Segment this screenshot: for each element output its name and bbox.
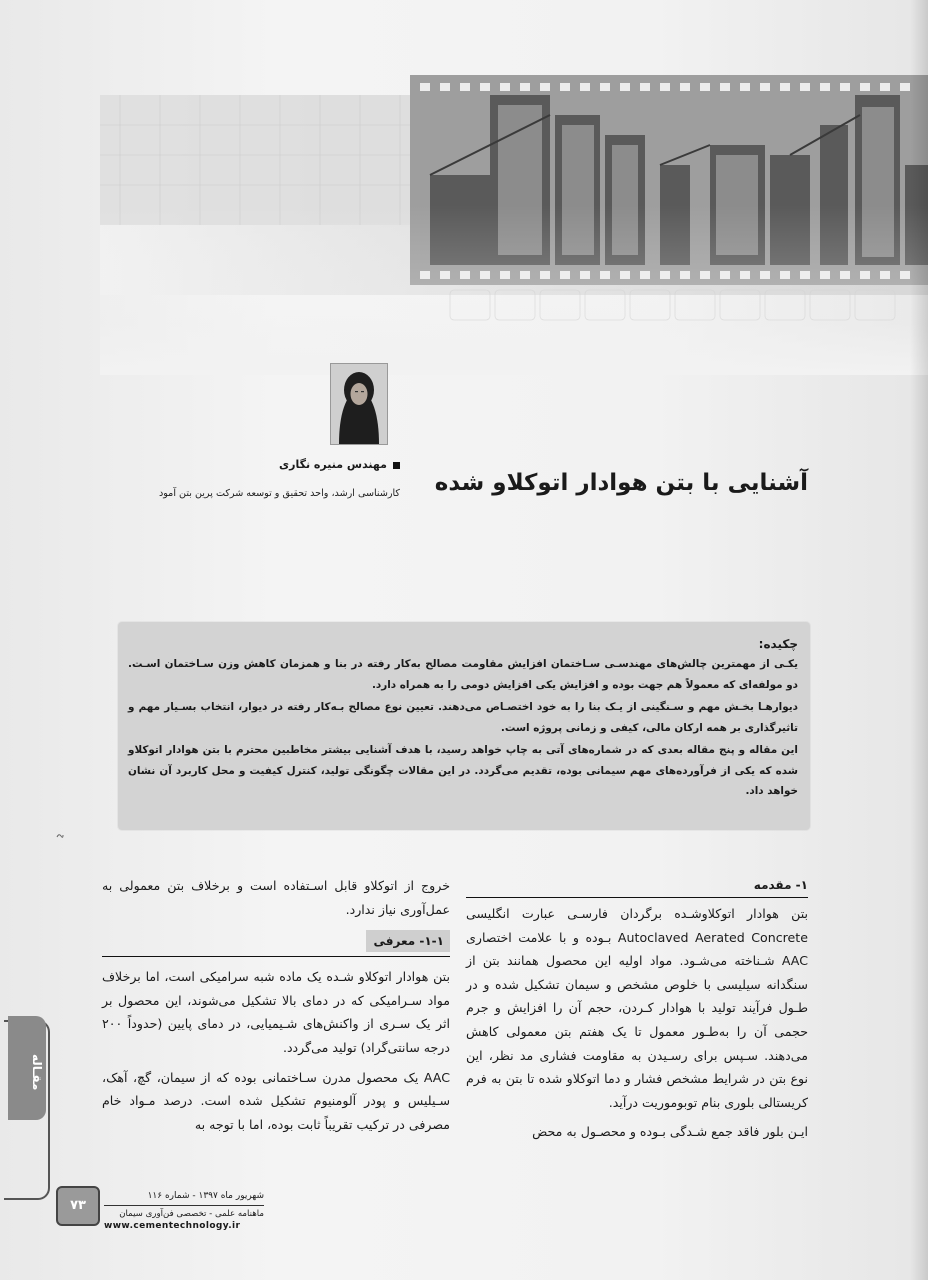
author-name: [230, 457, 400, 473]
bullet-square-icon: [393, 462, 400, 469]
author-affiliation: کارشناسی ارشد، واحد تحقیق و توسعه شرکت پرین بتن آمود: [158, 488, 400, 499]
subsection-title: ۱-۱- معرفی: [366, 930, 450, 952]
author-photo: [330, 363, 388, 445]
body-paragraph: بتن هوادار اتوکلاو شـده یک ماده شبه سرامیکی است، اما برخلاف مواد سـرامیکی که در دمای بالا تشکیل می‌شوند، این محصول بر اثر یک سـری از واکنش‌های شـیمیایی، در دمای پایین (حدوداً ۲۰۰ درجه سانتی‌گراد) تولید می‌گردد.: [102, 969, 450, 1055]
abstract-paragraph: دیوارهـا بخـش مهم و سـنگینی از یـک بنا را به خود اختصـاص می‌دهند. تعیین نوع مصالح بـه‌کار رفته در دیوار، انتخاب بسـیار مهم و تاثیرگذاری بر همه ارکان مالی، کیفی و زمانی پروژه است.: [128, 701, 798, 734]
footer-magazine: ماهنامه علمی - تخصصی فن‌آوری سیمان: [119, 1209, 264, 1219]
cement-plant-illustration: [100, 55, 928, 375]
page-number: ۷۳: [56, 1186, 100, 1226]
body-paragraph: خروج از اتوکلاو قابل اسـتفاده است و برخلاف بتن معمولی به عمل‌آوری نیاز ندارد.: [102, 878, 450, 917]
header-illustration: [100, 55, 928, 375]
footer-url[interactable]: www.cementechnology.ir: [104, 1221, 241, 1231]
footer-issue: شهریور ماه ۱۳۹۷ - شماره ۱۱۶: [147, 1191, 264, 1201]
body-paragraph: AAC یک محصول مدرن سـاختمانی بوده که از سیمان، گچ، آهک، سـیلیس و پودر آلومنیوم تشکیل شده است. درصد مـواد خام مصرفی در ترکیب تقریباً ثابت بوده، اما با توجه به: [102, 1069, 450, 1132]
subsection-header: [102, 929, 450, 957]
author-name-text: مهندس منیره نگاری: [279, 458, 387, 471]
right-column: [466, 874, 808, 1150]
body-paragraph: ایـن بلور فاقد جمع شـدگی بـوده و محصـول به محض: [532, 1124, 808, 1140]
author-portrait: [331, 364, 387, 444]
abstract-box: [118, 622, 810, 830]
author-info: [158, 457, 400, 499]
footer-divider: [104, 1205, 264, 1206]
abstract-paragraph: یکـی از مهمترین چالش‌های مهندسـی سـاختمان افزایش مقاومت مصالح به‌کار رفته در بنا و همزمان کاهش وزن سـاختمان اسـت. دو مولفه‌ای که معمولاً هم جهت بوده و افزایش یکی افزایش دومی را به همراه دارد.: [128, 658, 798, 691]
article-title: آشنایی با بتن هوادار اتوکلاو شده: [434, 470, 808, 496]
margin-mark: [56, 824, 64, 830]
footer: [104, 1190, 264, 1232]
abstract-paragraph: این مقاله و پنج مقاله بعدی که در شماره‌های آتی به چاپ خواهد رسید، با هدف آشنایی بیشتر مخاطبین محترم با بتن هوادار اتوکلاو شده که یکی از فرآورده‌های مهم سیمانی بوده، تقدیم می‌گردد. در این مقالات چگونگی تولید، کنترل کیفیت و محل کاربرد آن نشان خواهد داد.: [128, 744, 798, 797]
section-title-introduction: ۱- مقدمه: [466, 874, 808, 898]
binding-shadow: [910, 0, 928, 1280]
abstract-heading: چکیده:: [758, 637, 798, 651]
body-paragraph: بتن هوادار اتوکلاوشـده برگردان فارسـی عبارت انگلیسی Autoclaved Aerated Concrete بـوده و با علامت اختصاری AAC شـناخته می‌شـود. مواد اولیه این محصول همانند بتن از سنگدانه سیلیسی با خلوص مشخص و سیمان تشکیل شده و در طـول فرآیند تولید با هوادار کـردن، حجم آن را افزایش و جرم حجمی آن را به‌طـور معمول تا یک هفتم بتن معمولی کاهش می‌دهند. سـپس برای رسـیدن به مقاومت فشاری مد نظر، این نوع بتن در شرایط مشخص فشار و دما اتوکلاو شده تا بتن به فرم کریستالی بلوری بنام توبوموریت درآید.: [466, 906, 808, 1110]
abstract-content: [128, 634, 798, 802]
left-column: [102, 874, 450, 1142]
section-side-label: مقـاله: [30, 1053, 44, 1091]
